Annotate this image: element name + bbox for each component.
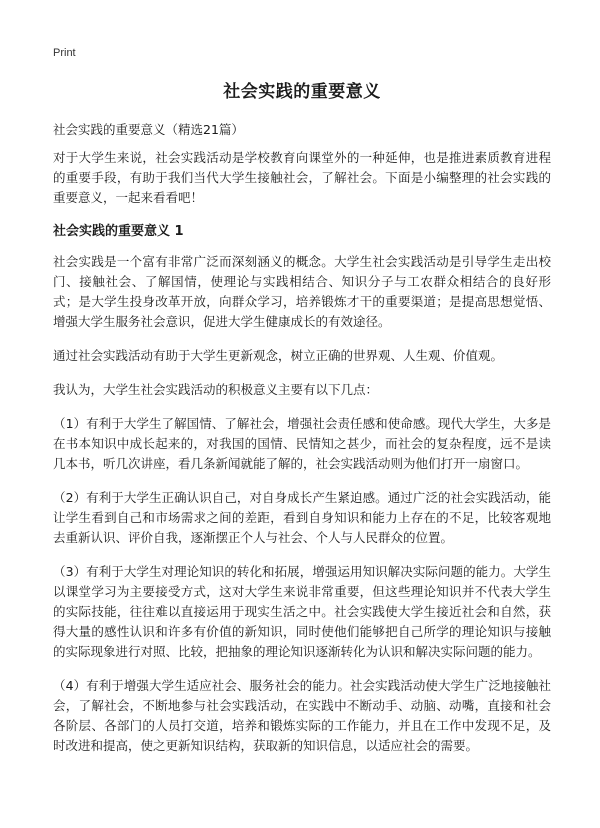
body-paragraph: （3）有利于大学生对理论知识的转化和拓展，增强运用知识解决实际问题的能力。大学生以课堂学习为主要接受方式，这对大学生来说非常重要，但这些理论知识并不代表大学生的实际技能，往往难以直接运用于现实生活之中。社会实践使大学生接近社会和自然，获得大量的感性认识和许多有价值的新知识，同时使他们能够把自己所学的理论知识与接触的实际现象进行对照、比较，把抽象的理论知识逐渐转化为认识和解决实际问题的能力。 [53,564,551,659]
body-paragraph: （4）有利于增强大学生适应社会、服务社会的能力。社会实践活动使大学生广泛地接触社会，了解社会，不断地参与社会实践活动，在实践中不断动手、动脑、动嘴，直接和社会各阶层、各部门的人员打交道，培养和锻炼实际的工作能力，并且在工作中发现不足，及时改进和提高，使之更新知识结构，获取新的知识信息，以适应社会的需要。 [53,678,551,753]
body-paragraph: 社会实践是一个富有非常广泛而深刻涵义的概念。大学生社会实践活动是引导学生走出校门、接触社会、了解国情，使理论与实践相结合、知识分子与工农群众相结合的良好形式；是大学生投身改革开放，向群众学习，培养锻炼才干的重要渠道；是提高思想觉悟、增强大学生服务社会意识，促进大学生健康成长的有效途径。 [53,254,551,329]
body-paragraph: （1）有利于大学生了解国情、了解社会，增强社会责任感和使命感。现代大学生，大多是在书本知识中成长起来的，对我国的国情、民情知之甚少，而社会的复杂程度，远不是读几本书，听几次讲座，看几条新闻就能了解的，社会实践活动则为他们打开一扇窗口。 [53,416,551,471]
document-subtitle: 社会实践的重要意义（精选21篇） [53,122,244,137]
print-link[interactable]: Print [53,47,76,59]
section-heading: 社会实践的重要意义 1 [53,224,184,239]
page-title: 社会实践的重要意义 [223,82,381,102]
body-paragraph: 通过社会实践活动有助于大学生更新观念，树立正确的世界观、人生观、价值观。 [53,348,504,363]
intro-paragraph: 对于大学生来说，社会实践活动是学校教育向课堂外的一种延伸，也是推进素质教育进程的重要手段，有助于我们当代大学生接触社会，了解社会。下面是小编整理的社会实践的重要意义，一起来看看吧！ [53,150,551,205]
body-paragraph: 我认为，大学生社会实践活动的积极意义主要有以下几点： [53,382,379,397]
body-paragraph: （2）有利于大学生正确认识自己，对自身成长产生紧迫感。通过广泛的社会实践活动，能让学生看到自己和市场需求之间的差距，看到自身知识和能力上存在的不足，比较客观地去重新认识、评价自我，逐渐摆正个人与社会、个人与人民群众的位置。 [53,490,551,545]
document-body [53,148,551,770]
